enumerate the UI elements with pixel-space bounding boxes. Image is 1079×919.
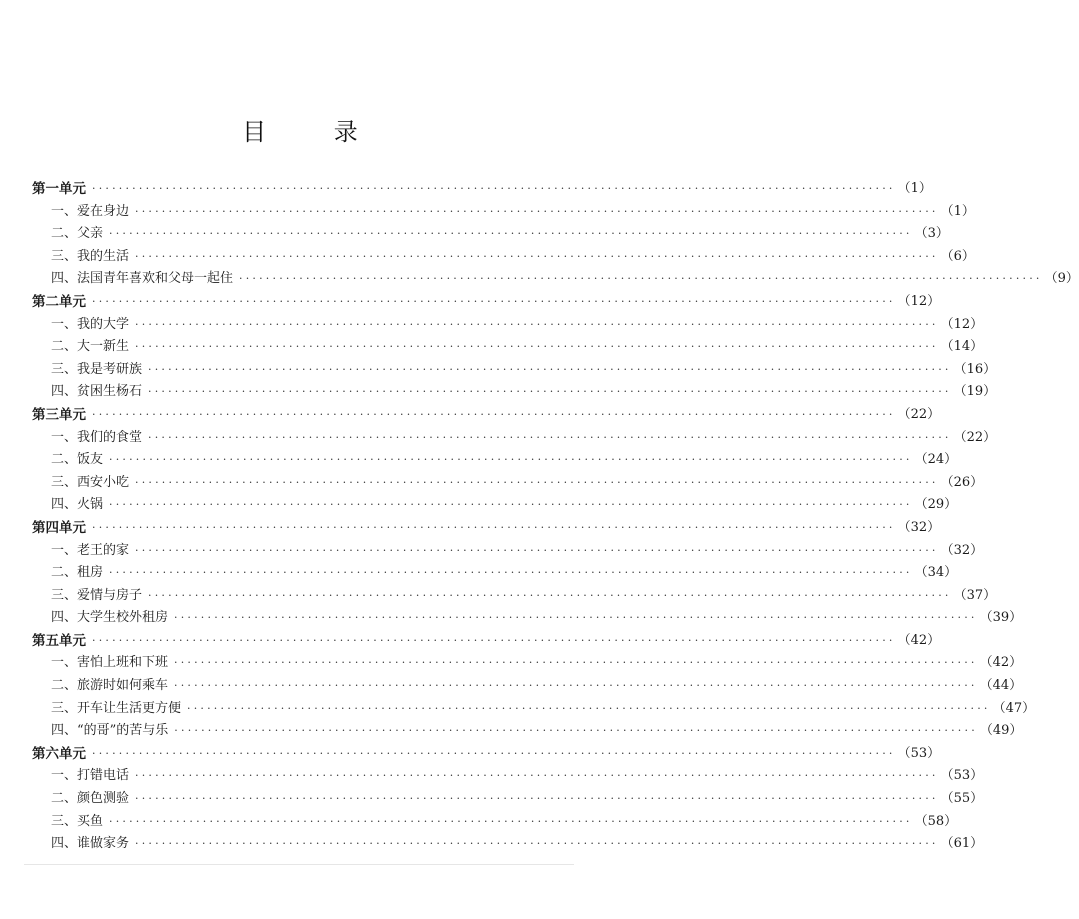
- dot-leader: ························································································································: [135, 340, 939, 354]
- toc-entry[interactable]: [32, 201, 975, 224]
- lesson-title: 二、旅游时如何乘车: [51, 678, 169, 694]
- page-number: （53）: [940, 768, 984, 784]
- lesson-title: 一、老王的家: [51, 542, 130, 558]
- toc-entry[interactable]: [32, 765, 984, 788]
- page-number: （1）: [897, 181, 932, 196]
- toc-unit-heading[interactable]: [32, 404, 941, 427]
- lesson-title: 三、我的生活: [51, 248, 130, 264]
- toc-entry[interactable]: [32, 811, 958, 834]
- dot-leader: ························································································································: [92, 746, 896, 760]
- page-number: （39）: [979, 610, 1023, 626]
- page-number: （19）: [953, 384, 997, 400]
- page-number: （32）: [897, 519, 941, 535]
- toc-unit: [32, 291, 997, 404]
- page-number: （42）: [897, 632, 941, 648]
- dot-leader: ························································································································: [135, 317, 939, 331]
- page-number: （6）: [940, 248, 975, 264]
- toc-entry[interactable]: [32, 494, 958, 517]
- lesson-title: 四、“的哥”的苦与乐: [51, 723, 169, 739]
- toc-unit-heading[interactable]: [32, 178, 932, 201]
- dot-leader: ························································································································: [239, 272, 1043, 286]
- dot-leader: ························································································································: [148, 588, 952, 602]
- toc-entry[interactable]: [32, 359, 997, 382]
- page-number: （53）: [897, 745, 941, 761]
- lesson-title: 四、贫困生杨石: [51, 384, 143, 400]
- lesson-title: 一、我的大学: [51, 316, 130, 332]
- divider: [24, 864, 574, 865]
- dot-leader: ························································································································: [135, 543, 939, 557]
- dot-leader: ························································································································: [148, 362, 952, 376]
- unit-title: 第二单元: [32, 293, 86, 310]
- page-number: （55）: [940, 791, 984, 807]
- lesson-title: 二、租房: [51, 565, 104, 581]
- dot-leader: ························································································································: [135, 475, 939, 489]
- lesson-title: 三、买鱼: [51, 813, 104, 829]
- unit-title: 第三单元: [32, 406, 86, 423]
- unit-title: 第一单元: [32, 181, 86, 197]
- lesson-title: 三、西安小吃: [51, 474, 130, 490]
- lesson-title: 四、谁做家务: [51, 836, 130, 852]
- lesson-title: 一、我们的食堂: [51, 429, 143, 445]
- dot-leader: ························································································································: [109, 453, 913, 467]
- toc-unit-heading[interactable]: [32, 517, 941, 540]
- lesson-title: 三、我是考研族: [51, 361, 143, 377]
- toc-entry[interactable]: [32, 720, 1023, 743]
- toc-entry[interactable]: [32, 336, 984, 359]
- dot-leader: ························································································································: [92, 294, 896, 308]
- toc-unit-heading[interactable]: [32, 743, 941, 766]
- dot-leader: ························································································································: [135, 204, 939, 218]
- dot-leader: ························································································································: [135, 792, 939, 806]
- toc-entry[interactable]: [32, 223, 949, 246]
- toc-entry[interactable]: [32, 314, 984, 337]
- lesson-title: 一、害怕上班和下班: [51, 655, 169, 671]
- page-number: （9）: [1044, 271, 1079, 287]
- unit-title: 第四单元: [32, 519, 86, 536]
- dot-leader: ························································································································: [92, 182, 896, 195]
- toc-unit: [32, 630, 1036, 743]
- dot-leader: ························································································································: [148, 430, 952, 444]
- lesson-title: 二、大一新生: [51, 339, 130, 355]
- toc-entry[interactable]: [32, 652, 1023, 675]
- toc-unit: [32, 404, 997, 517]
- lesson-title: 一、爱在身边: [51, 203, 130, 219]
- dot-leader: ························································································································: [174, 679, 978, 693]
- page-number: （3）: [914, 226, 949, 242]
- page-number: （1）: [940, 203, 975, 219]
- dot-leader: ························································································································: [109, 566, 913, 580]
- toc-entry[interactable]: [32, 427, 997, 450]
- page-number: （37）: [953, 587, 997, 603]
- toc-entry[interactable]: [32, 449, 958, 472]
- page-number: （49）: [979, 723, 1023, 739]
- page-number: （24）: [914, 452, 958, 468]
- page-number: （14）: [940, 339, 984, 355]
- page-number: （22）: [953, 429, 997, 445]
- dot-leader: ························································································································: [148, 385, 952, 399]
- unit-title: 第五单元: [32, 632, 86, 649]
- page-number: （12）: [940, 316, 984, 332]
- toc-entry[interactable]: [32, 833, 984, 856]
- lesson-title: 一、打错电话: [51, 768, 130, 784]
- dot-leader: ························································································································: [174, 611, 978, 625]
- toc-unit-heading[interactable]: [32, 291, 941, 314]
- dot-leader: ························································································································: [174, 724, 978, 738]
- lesson-title: 四、大学生校外租房: [51, 610, 169, 626]
- unit-title: 第六单元: [32, 745, 86, 762]
- page-number: （42）: [979, 655, 1023, 671]
- toc-entry[interactable]: [32, 472, 984, 495]
- page-number: （32）: [940, 542, 984, 558]
- page-number: （22）: [897, 406, 941, 422]
- page-number: （58）: [914, 813, 958, 829]
- toc-entry[interactable]: [32, 562, 958, 585]
- toc-unit: [32, 517, 1023, 630]
- toc-entry[interactable]: [32, 585, 997, 608]
- dot-leader: ························································································································: [92, 520, 896, 534]
- dot-leader: ························································································································: [92, 407, 896, 421]
- toc-entry[interactable]: [32, 246, 975, 269]
- dot-leader: ························································································································: [109, 498, 913, 512]
- dot-leader: ························································································································: [109, 814, 913, 828]
- toc-entry[interactable]: [32, 675, 1023, 698]
- page-title: 目 录: [242, 118, 388, 146]
- toc-unit: [32, 743, 984, 856]
- toc-unit: [32, 178, 1079, 291]
- page-number: （47）: [992, 700, 1036, 716]
- dot-leader: ························································································································: [92, 633, 896, 647]
- lesson-title: 三、开车让生活更方便: [51, 700, 182, 716]
- lesson-title: 四、火锅: [51, 497, 104, 513]
- page-number: （44）: [979, 678, 1023, 694]
- lesson-title: 二、父亲: [51, 226, 104, 242]
- dot-leader: ························································································································: [135, 249, 939, 263]
- page-number: （12）: [897, 293, 941, 309]
- lesson-title: 二、颜色测验: [51, 791, 130, 807]
- toc-entry[interactable]: [32, 540, 984, 563]
- page-number: （61）: [940, 836, 984, 852]
- lesson-title: 三、爱情与房子: [51, 587, 143, 603]
- page-number: （16）: [953, 361, 997, 377]
- toc-entry[interactable]: [32, 381, 997, 404]
- dot-leader: ························································································································: [135, 769, 939, 783]
- table-of-contents: [32, 178, 1079, 856]
- lesson-title: 四、法国青年喜欢和父母一起住: [51, 271, 234, 287]
- lesson-title: 二、饭友: [51, 452, 104, 468]
- toc-entry[interactable]: [32, 698, 1036, 721]
- dot-leader: ························································································································: [135, 837, 939, 851]
- toc-entry[interactable]: [32, 268, 1079, 291]
- toc-entry[interactable]: [32, 607, 1023, 630]
- toc-entry[interactable]: [32, 788, 984, 811]
- page-number: （29）: [914, 497, 958, 513]
- dot-leader: ························································································································: [109, 227, 913, 241]
- dot-leader: ························································································································: [174, 656, 978, 670]
- toc-unit-heading[interactable]: [32, 630, 941, 653]
- dot-leader: ························································································································: [187, 701, 991, 715]
- page-number: （26）: [940, 474, 984, 490]
- page-number: （34）: [914, 565, 958, 581]
